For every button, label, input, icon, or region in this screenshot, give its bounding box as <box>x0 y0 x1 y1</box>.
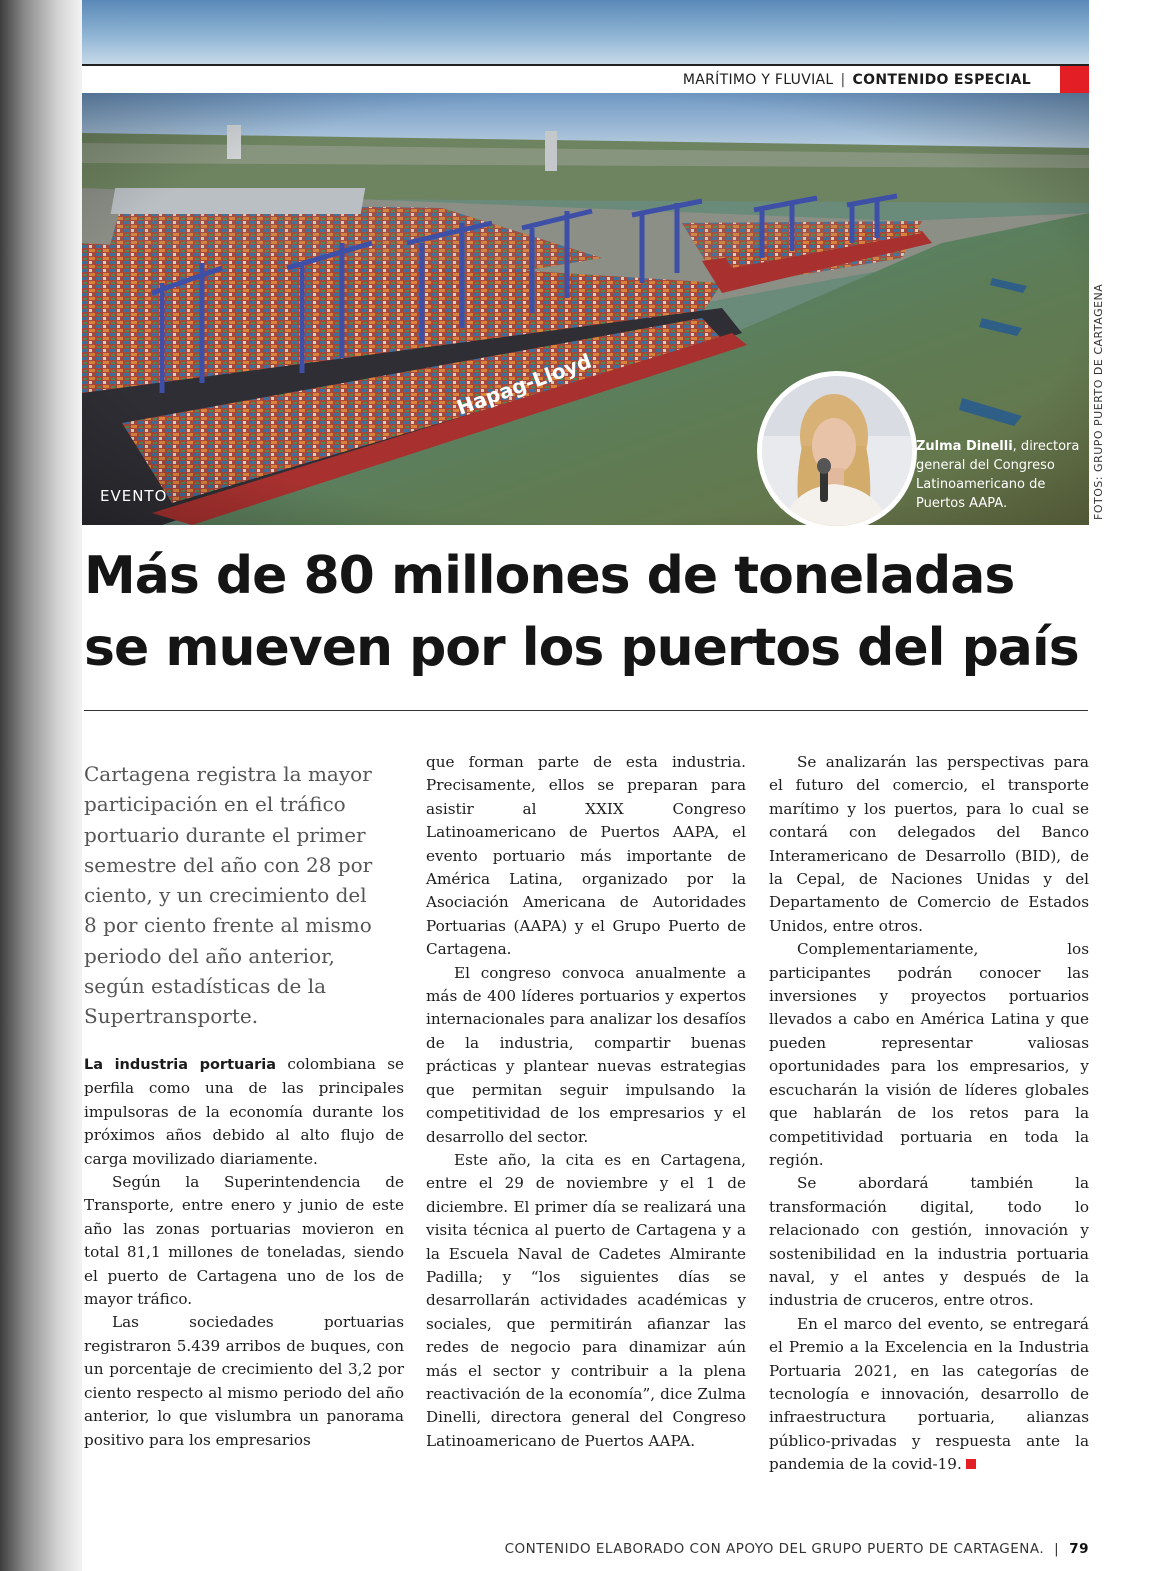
body-column-2 <box>426 751 746 1453</box>
footer-separator: | <box>1054 1541 1060 1557</box>
body-paragraph: Se analizarán las perspectivas para el futuro del comercio, el transporte marítimo y los puertos, para lo cual se contará con delegados del Banco Interamericano de Desarrollo (BID), de la Cepal, de Naciones Unidas y del Departamento de Comercio de Estados Unidos, entre otros. <box>769 753 1089 935</box>
caption-description: , directora general del Congreso Latinoamericano de Puertos AAPA. <box>916 439 1080 511</box>
section-header <box>82 64 1089 94</box>
paragraph-text: colombiana se perfila como una de las principales impulsoras de la economía durante los próximos años debido al alto flujo de carga movilizado diariamente. <box>84 1055 404 1168</box>
article-headline <box>84 540 1084 684</box>
port-aerial-photo <box>82 93 1089 525</box>
body-paragraph: Complementariamente, los participantes podrán conocer las inversiones y proyectos portuarios llevados a cabo en América Latina y que pueden representar valiosas oportunidades para los empresarios, y escucharán la visión de líderes globales que hablarán de los retos para la competitividad portuaria en toda la región. <box>769 940 1089 1169</box>
body-paragraph: Las sociedades portuarias registraron 5.439 arribos de buques, con un porcentaje de crecimiento del 3,2 por ciento respecto al mismo periodo del año anterior, lo que vislumbra un panorama positivo para los empresarios <box>84 1313 404 1449</box>
photo-caption <box>916 437 1084 513</box>
body-paragraph <box>769 1313 1089 1477</box>
body-column-1 <box>84 1053 404 1452</box>
headline-divider <box>84 710 1088 711</box>
section-category: CONTENIDO ESPECIAL <box>852 72 1031 88</box>
page-footer <box>505 1541 1089 1557</box>
caption-person-name: Zulma Dinelli <box>916 439 1013 454</box>
body-paragraph: Este año, la cita es en Cartagena, entre el 29 de noviembre y el 1 de diciembre. El primer día se realizará una visita técnica al puerto de Cartagena y a la Escuela Naval de Cadetes Almirante Padilla; y “los siguientes días se desarrollarán actividades académicas y sociales, que permitirán afianzar las redes de negocio para dinamizar aún más el sector y contribuir a la plena reactivación de la economía”, dice Zulma Dinelli, directora general del Congreso Latinoamericano de Puertos AAPA. <box>426 1150 746 1450</box>
section-name: MARÍTIMO Y FLUVIAL <box>682 72 834 88</box>
body-paragraph: Se abordará también la transformación digital, todo lo relacionado con gestión, innovación y sostenibilidad en la industria portuaria naval, y el antes y después de la industria de cruceros, entre otros. <box>769 1174 1089 1310</box>
body-paragraph <box>84 1053 404 1171</box>
headline-line-1: Más de 80 millones de toneladas <box>84 546 1015 606</box>
section-label: EVENTO <box>100 487 168 505</box>
footer-credit: CONTENIDO ELABORADO CON APOYO DEL GRUPO PUERTO DE CARTAGENA. <box>504 1541 1045 1557</box>
sky-band <box>82 0 1089 64</box>
paragraph-text: En el marco del evento, se entregará el Premio a la Excelencia en la Industria Portuaria 2021, en las categorías de tecnología e innovación, desarrollo de infraestructura portuaria, alianzas público-privadas y respuesta ante la pandemia de la covid-19. <box>769 1314 1089 1474</box>
header-separator: | <box>840 72 846 88</box>
article-lead: Cartagena registra la mayor participación en el tráfico portuario durante el primer semestre del año con 28 por ciento, y un crecimiento del 8 por ciento frente al mismo periodo del año anterior, según estadísticas de la Supertransporte. <box>84 762 373 1029</box>
headline-line-2: se mueven por los puertos del país <box>84 618 1079 678</box>
paragraph-lead-in: La industria portuaria <box>84 1057 277 1073</box>
body-paragraph: que forman parte de esta industria. Precisamente, ellos se preparan para asistir al XXIX Congreso Latinoamericano de Puertos AAPA, el evento portuario más importante de América Latina, organizado por la Asociación Americana de Autoridades Portuarias (AAPA) y el Grupo Puerto de Cartagena. <box>426 753 746 959</box>
page-number: 79 <box>1069 1541 1089 1557</box>
body-column-3 <box>769 751 1089 1477</box>
body-paragraph: El congreso convoca anualmente a más de 400 líderes portuarios y expertos internacionales para analizar los desafíos de la industria, compartir buenas prácticas y plantear nuevas estrategias que permitan seguir impulsando la competitividad de los empresarios y el desarrollo del sector. <box>426 963 746 1146</box>
photo-credit: FOTOS: GRUPO PUERTO DE CARTAGENA <box>1092 283 1105 520</box>
section-accent-tab <box>1060 66 1089 94</box>
page-binding-shadow <box>0 0 82 1571</box>
end-of-article-icon <box>966 1459 976 1469</box>
portrait-photo <box>757 371 917 531</box>
body-paragraph: Según la Superintendencia de Transporte, entre enero y junio de este año las zonas portuarias movieron en total 81,1 millones de toneladas, siendo el puerto de Cartagena uno de los de mayor tráfico. <box>84 1173 404 1309</box>
